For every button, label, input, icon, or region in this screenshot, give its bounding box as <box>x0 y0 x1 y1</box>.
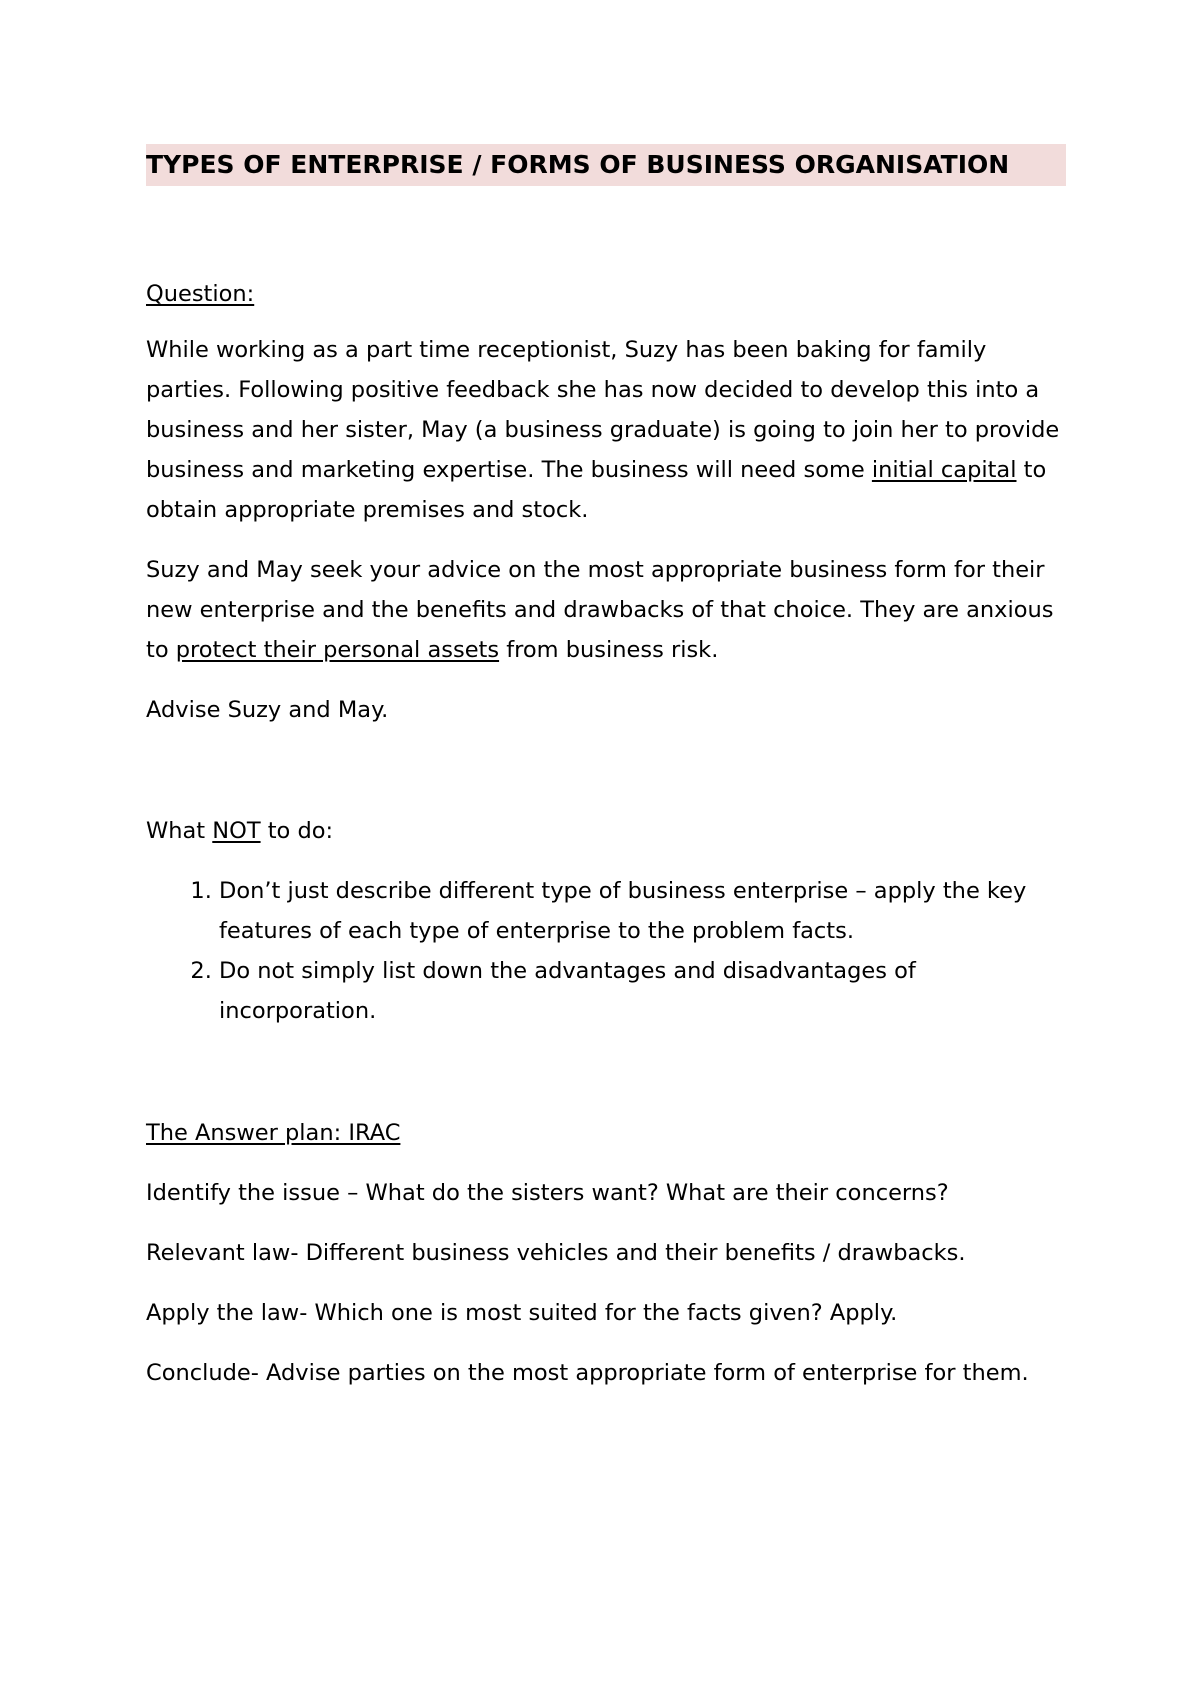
list-item: 1. Don’t just describe different type of business enterprise – apply the key features of each type of enterprise to the problem facts. <box>219 871 1066 951</box>
question-paragraph-3: Advise Suzy and May. <box>146 697 389 723</box>
para1-underlined: initial capital <box>871 457 1017 483</box>
para2-text-after: from business risk. <box>499 637 719 663</box>
document-title: TYPES OF ENTERPRISE / FORMS OF BUSINESS ORGANISATION <box>146 144 1066 186</box>
not-heading-before: What <box>146 818 213 844</box>
question-paragraph-1 <box>146 330 1066 530</box>
question-paragraph-2 <box>146 550 1066 670</box>
plan-line-conclude: Conclude- Advise parties on the most appropriate form of enterprise for them. <box>146 1360 1029 1386</box>
para2-underlined: protect their personal assets <box>175 637 500 663</box>
para1-text-before: While working as a part time receptionist, Suzy has been baking for family parties. Following positive feedback she has now decided to develop this into a business and her sister, May (a business graduate) is going to join her to provide business and marketing expertise. The business will need some <box>146 337 1060 483</box>
list-item: 2. Do not simply list down the advantages and disadvantages of incorporation. <box>219 951 1066 1031</box>
plan-line-identify: Identify the issue – What do the sisters want? What are their concerns? <box>146 1180 949 1206</box>
para2-text-before: Suzy and May seek your advice on the most appropriate business form for their new enterprise and the benefits and drawbacks of that choice. They are anxious to <box>146 557 1054 663</box>
answer-plan-heading: The Answer plan: IRAC <box>146 1120 401 1146</box>
not-heading-after: to do: <box>260 818 334 844</box>
plan-line-apply: Apply the law- Which one is most suited for the facts given? Apply. <box>146 1300 898 1326</box>
what-not-heading <box>146 811 1066 851</box>
what-not-list <box>146 871 1066 1031</box>
question-heading: Question: <box>146 281 255 307</box>
document-body <box>146 144 1066 1393</box>
not-heading-underlined: NOT <box>212 818 261 844</box>
plan-line-relevant-law: Relevant law- Different business vehicles and their benefits / drawbacks. <box>146 1240 966 1266</box>
para1-text-after: to obtain appropriate premises and stock. <box>146 457 1047 523</box>
